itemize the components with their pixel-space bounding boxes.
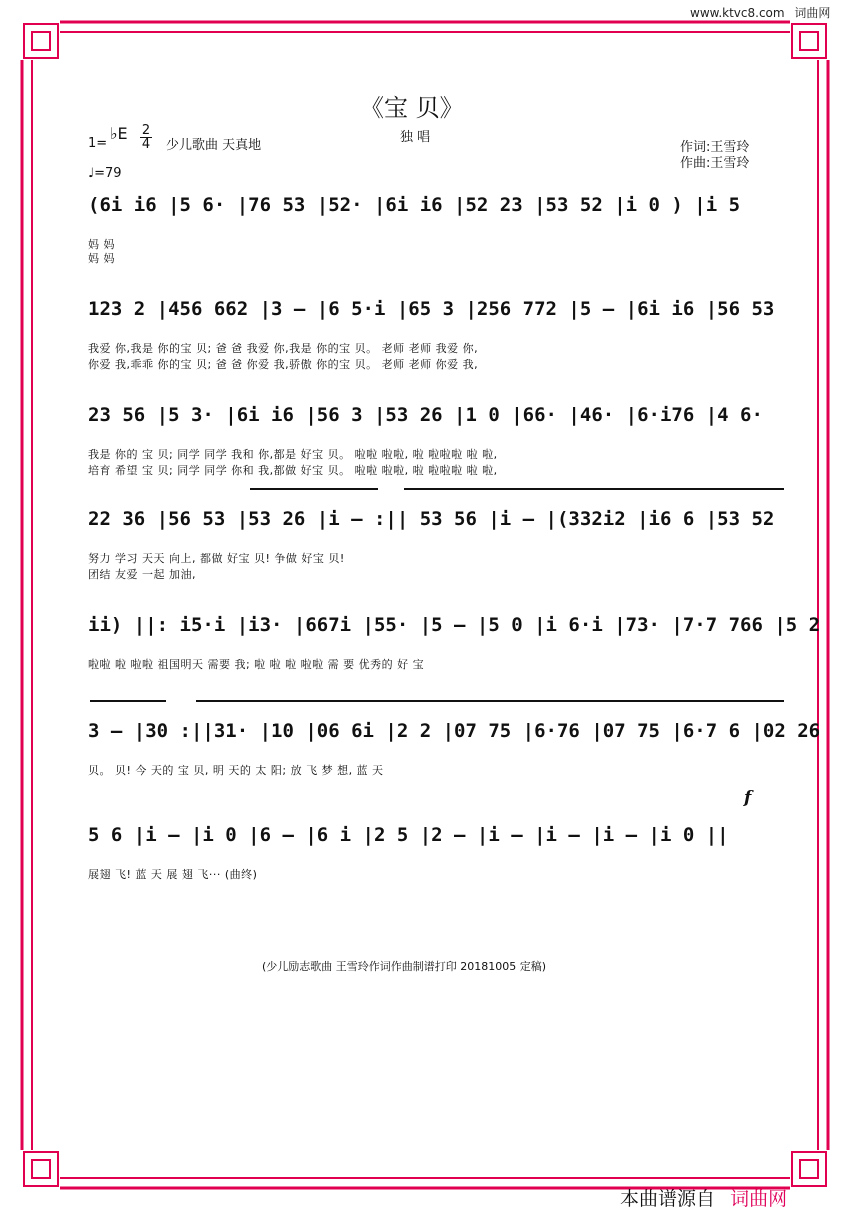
key-name: ♭E — [110, 124, 128, 143]
style-marking: 少儿歌曲 天真地 — [166, 138, 262, 153]
volta-bracket-3 — [90, 700, 166, 702]
lyric-row-4-line-2: 团结 友爱 一起 加油, — [88, 568, 196, 581]
lyric-row-4-line-1: 努力 学习 天天 向上, 都做 好宝 贝! 争做 好宝 贝! — [88, 552, 345, 565]
volta-bracket-2 — [404, 488, 784, 490]
lyric-row-1-line-1: 妈 妈 — [88, 238, 115, 251]
lyric-row-3-line-2: 培育 希望 宝 贝; 同学 同学 你和 我,都做 好宝 贝。 啦啦 啦啦, 啦 啦啦啦 啦 啦, — [88, 464, 498, 477]
site-url — [690, 4, 830, 21]
lyricist-credit: 作词:王雪玲 — [680, 140, 750, 155]
page-title: 《宝 贝》 — [360, 94, 464, 122]
lyric-row-1-line-2: 妈 妈 — [88, 252, 115, 265]
footer-note: (少儿励志歌曲 王雪玲作词作曲制谱打印 20181005 定稿) — [262, 960, 547, 973]
volta-bracket-1 — [250, 488, 378, 490]
time-signature — [140, 124, 152, 151]
composer-credit: 作曲:王雪玲 — [680, 156, 750, 171]
notation-row-3: 23 56 |5 3· |6i i6 |56 3 |53 26 |1 0 |66· |46· |6·i76 |4 6· — [88, 404, 763, 426]
site-url-text: www.ktvc8.com — [690, 6, 785, 20]
notation-row-4: 22 36 |56 53 |53 26 |i – :|| 53 56 |i – |(332i2 |i6 6 |53 52 — [88, 508, 775, 530]
notation-row-2: 123 2 |456 662 |3 – |6 5·i |65 3 |256 772 |5 – |6i i6 |56 53 — [88, 298, 775, 320]
lyric-row-2-line-2: 你爱 我,乖乖 你的宝 贝; 爸 爸 你爱 我,骄傲 你的宝 贝。 老师 老师 你爱 我, — [88, 358, 479, 371]
site-brand: 词曲网 — [794, 6, 831, 20]
notation-row-1: (6i i6 |5 6· |76 53 |52· |6i i6 |52 23 |53 52 |i 0 ) |i 5 — [88, 194, 741, 216]
key-prefix: 1= — [88, 136, 108, 151]
lyric-row-2-line-1: 我爱 你,我是 你的宝 贝; 爸 爸 我爱 你,我是 你的宝 贝。 老师 老师 我爱 你, — [88, 342, 479, 355]
tempo-marking: ♩=79 — [88, 166, 122, 181]
bottom-brand — [620, 1184, 787, 1211]
volta-bracket-4 — [196, 700, 784, 702]
lyric-row-3-line-1: 我是 你的 宝 贝; 同学 同学 我和 你,都是 好宝 贝。 啦啦 啦啦, 啦 啦啦啦 啦 啦, — [88, 448, 498, 461]
lyric-row-5-line-1: 啦啦 啦 啦啦 祖国明天 需要 我; 啦 啦 啦 啦啦 需 要 优秀的 好 宝 — [88, 658, 425, 671]
bottom-brand-link[interactable]: 词曲网 — [730, 1188, 788, 1210]
notation-row-5: ii) ||: i5·i |i3· |667i |55· |5 – |5 0 |i 6·i |73· |7·7 766 |5 2 — [88, 614, 821, 636]
lyric-row-7-line-1: 展翅 飞! 蓝 天 展 翅 飞··· (曲终) — [88, 868, 258, 881]
lyric-row-6-line-1: 贝。 贝! 今 天的 宝 贝, 明 天的 太 阳; 放 飞 梦 想, 蓝 天 — [88, 764, 384, 777]
time-bottom: 4 — [141, 137, 151, 152]
time-top: 2 — [141, 123, 151, 138]
bottom-brand-text: 本曲谱源自 — [620, 1188, 716, 1210]
notation-row-6: 3 – |30 :||31· |10 |06 6i |2 2 |07 75 |6·76 |07 75 |6·7 6 |02 26 — [88, 720, 821, 742]
notation-row-7: 5 6 |i – |i 0 |6 – |6 i |2 5 |2 – |i – |i – |i – |i 0 || — [88, 824, 729, 846]
dynamic-forte: f — [744, 788, 752, 808]
performance-type: 独 唱 — [400, 130, 431, 145]
